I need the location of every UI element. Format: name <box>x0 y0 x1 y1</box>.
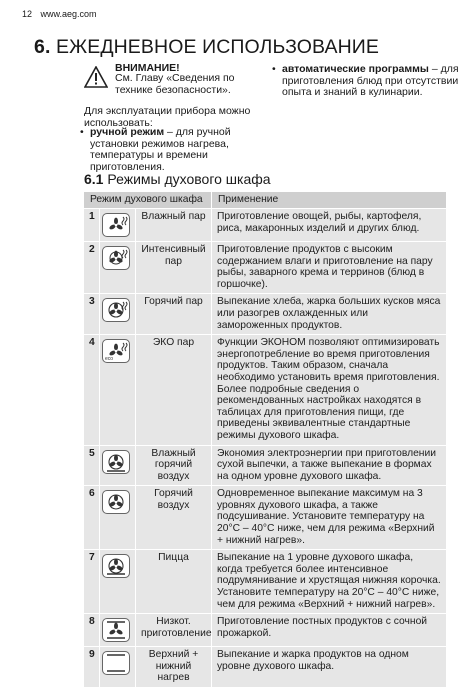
mode-usage: Приготовление продуктов с высоким содержанием влаги и приготовление на пару рыбы, заварного крема и терринов (блюд в горшочке). <box>212 242 447 294</box>
bullet-text: – для ручной установки режимов нагрева, температуры и времени приготовления. <box>90 126 231 173</box>
mode-name: Верхний + нижний нагрев <box>136 647 212 688</box>
mode-name: Пицца <box>136 550 212 614</box>
table-header-mode: Режим духового шкафа <box>84 192 212 209</box>
warning-triangle-icon <box>84 66 108 88</box>
table-row <box>84 647 447 688</box>
mode-usage: Одновременное выпекание максимум на 3 уровнях духового шкафа, а также подсушивание. Установите температуру на 20°C – 40°C ниже, чем для режима «Верхний + нижний нагрев». <box>212 486 447 550</box>
mode-name: Интенсивный пар <box>136 242 212 294</box>
pizza-icon <box>102 554 130 578</box>
mode-usage: Приготовление постных продуктов с сочной прожаркой. <box>212 614 447 647</box>
hot-steam-fan-icon <box>102 298 130 322</box>
section-title: ЕЖЕДНЕВНОЕ ИСПОЛЬЗОВАНИЕ <box>56 36 380 58</box>
mode-number: 5 <box>84 445 100 486</box>
bullet-bold: автоматические программы <box>282 63 429 75</box>
table-header-usage: Применение <box>212 192 447 209</box>
mode-name: Влажный пар <box>136 209 212 242</box>
intro-text: Для эксплуатации прибора можно использовать: <box>84 105 251 129</box>
mode-icon-cell <box>100 294 136 335</box>
site-url[interactable]: www.aeg.com <box>40 9 97 19</box>
mode-number: 4 <box>84 335 100 445</box>
mode-name: Горячий пар <box>136 294 212 335</box>
mode-number: 1 <box>84 209 100 242</box>
bullet-text: – для приготовления блюд при отсутствии опыта и знаний в кулинарии. <box>282 63 459 98</box>
table-row <box>84 614 447 647</box>
mode-number: 2 <box>84 242 100 294</box>
page-header <box>22 9 97 19</box>
mode-icon-cell <box>100 647 136 688</box>
mode-name: Влажный горячий воздух <box>136 445 212 486</box>
section-heading <box>34 36 379 59</box>
mode-icon-cell <box>100 242 136 294</box>
table-row <box>84 445 447 486</box>
subsection-heading <box>84 171 271 187</box>
mode-name: ЭКО пар <box>136 335 212 445</box>
table-row <box>84 550 447 614</box>
mode-number: 6 <box>84 486 100 550</box>
mode-icon-cell <box>100 550 136 614</box>
subsection-number: 6.1 <box>84 171 104 187</box>
mode-usage: Выпекание и жарка продуктов на одном уровне духового шкафа. <box>212 647 447 688</box>
bullet-bold: ручной режим <box>90 126 165 138</box>
subsection-title: Режимы духового шкафа <box>103 171 271 187</box>
warning-text: См. Главу «Сведения по технике безопасности». <box>115 72 235 96</box>
table-row <box>84 209 447 242</box>
table-row <box>84 294 447 335</box>
mode-number: 3 <box>84 294 100 335</box>
mode-usage: Функции ЭКОНОМ позволяют оптимизировать энергопотребление во время приготовления продуктов. Таким образом, сначала необходимо установить время приготовления. Более подробные сведения о рекомендованных настройках находятся в таблицах для приготовления пищи, где приведены эквивалентные стандартные режимы духового шкафа. <box>212 335 447 445</box>
page-number: 12 <box>22 9 33 19</box>
mode-icon-cell <box>100 335 136 445</box>
mode-icon-cell <box>100 614 136 647</box>
mode-number: 8 <box>84 614 100 647</box>
eco-steam-icon <box>102 339 130 363</box>
table-row <box>84 486 447 550</box>
oven-modes-table <box>83 191 447 688</box>
intensive-steam-icon <box>102 246 130 270</box>
svg-text:eco: eco <box>105 356 114 363</box>
table-row <box>84 242 447 294</box>
mode-usage: Приготовление овощей, рыбы, картофеля, риса, макаронных изделий и других блюд. <box>212 209 447 242</box>
bullet-manual-mode: • ручной режим – для ручной установки режимов нагрева, температуры и времени приготовления. <box>80 126 231 173</box>
mode-icon-cell <box>100 486 136 550</box>
mode-name: Горячий воздух <box>136 486 212 550</box>
mode-number: 7 <box>84 550 100 614</box>
warning-title: ВНИМАНИЕ! <box>115 62 180 74</box>
mode-usage: Экономия электроэнергии при приготовлении сухой выпечки, а также выпекание в формах на одном уровне духового шкафа. <box>212 445 447 486</box>
mode-usage: Выпекание на 1 уровне духового шкафа, когда требуется более интенсивное подрумянивание и хрустящая нижняя корочка. Установите температуру на 20°C – 40°C ниже, чем для режима «Верхний + нижний нагрев». <box>212 550 447 614</box>
section-number: 6. <box>34 36 51 58</box>
mode-name: Низкот. приготовление <box>136 614 212 647</box>
bullet-auto-programs: • автоматические программы – для приготовления блюд при отсутствии опыта и знаний в кулинарии. <box>272 63 459 98</box>
mode-number: 9 <box>84 647 100 688</box>
mode-usage: Выпекание хлеба, жарка больших кусков мяса или разогрев охлажденных или замороженных продуктов. <box>212 294 447 335</box>
table-row <box>84 335 447 445</box>
top-bottom-heat-icon <box>102 651 130 675</box>
moist-fan-icon <box>102 450 130 474</box>
steam-fan-icon <box>102 213 130 237</box>
low-temp-icon <box>102 618 130 642</box>
true-fan-icon <box>102 490 130 514</box>
mode-icon-cell <box>100 209 136 242</box>
mode-icon-cell <box>100 445 136 486</box>
